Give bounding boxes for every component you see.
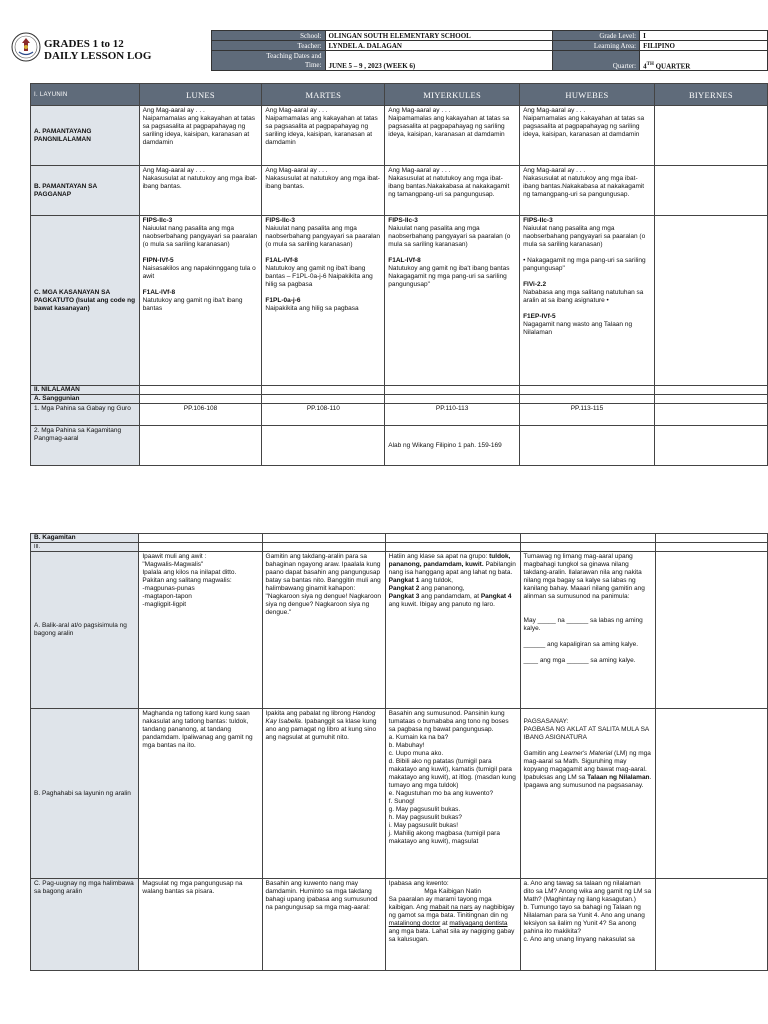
day-miyerkules: MIYERKULES — [385, 84, 520, 106]
kasanayan-biyernes — [654, 216, 767, 386]
balik-lunes: Ipaawit muli ang awit : "Magwalis-Magwalis" Ipalala ang kilos na inilapat ditto. Pakitan ang salitang magwalis: -magpunas-punas -magtapon-tapon -magligpit-ligpit — [139, 552, 262, 709]
deped-seal-icon — [11, 32, 41, 62]
grade-label: Grade Level: — [553, 31, 640, 41]
code: FIPS-IIc-3 — [142, 217, 173, 224]
kasanayan-text: Naiuulat nang pasalita ang mga naobserbahang pangyayari sa paaralan (o mula sa sariling karanasan) — [523, 225, 646, 248]
gabay-label: 1. Mga Pahina sa Gabay ng Guro — [31, 404, 140, 426]
text-bold: Talaan ng Nilalaman — [587, 774, 650, 781]
quarter-number: 4 — [643, 62, 647, 70]
list-line: j. Mahilig akong magbasa (tumigil para makatayo ang kuwit), magsulat — [388, 830, 500, 845]
cell-empty — [520, 543, 655, 552]
list-line: Basahin ang sumusunod. Pansinin kung tumataas o bumababa ang tono ng boses sa pagbasa ng bawat pangungusap. — [388, 710, 509, 733]
dates-label — [212, 51, 326, 71]
pangkat-label: Pangkat 4 — [480, 593, 512, 600]
pamantayang-huwebes: Ang Mag-aaral ay . . . Naipamamalas ang kakayahan at tatas sa pagsasalita at pagpapahayag ng sariling ideya, kaisipan, karanasan at damdamin — [520, 106, 655, 166]
text-underline: matalinong doctor — [388, 920, 441, 927]
pamantayang-row — [31, 106, 768, 166]
kasanayan-text: Natutukoy ang gamit ng iba't ibang bantas – F1PL-0a-j-6 Naipakikita ang hilig sa pagbasa — [265, 265, 373, 288]
balik-huwebes — [520, 552, 655, 709]
kasanayan-lunes — [139, 216, 262, 386]
paghahabi-huwebes-text — [524, 750, 652, 790]
sanggunian-label: A. Sanggunian — [31, 395, 140, 404]
cell-empty — [139, 543, 262, 552]
paghahabi-label: B. Paghahabi sa layunin ng aralin — [31, 709, 139, 879]
code: FIPS-IIc-3 — [388, 217, 418, 224]
kasanayan-text: Natutukoy ang gamit ng iba't ibang bantas — [142, 297, 243, 312]
pamantayang-miyerkules: Ang Mag-aaral ay . . . Naipamamalas ang kakayahan at tatas sa pagsasalita at pagpapahayag ng sariling ideya, kaisipan, karanasan at damdamin — [385, 106, 520, 166]
quarter-label: Quarter: — [553, 51, 640, 71]
kasanayan-text: Naiuulat nang pasalita ang mga naobserbahang pangyayari sa paaralan (o mula sa sariling karanasan) — [388, 225, 511, 248]
list-line: i. May pagsusulit bukas! — [388, 822, 459, 829]
kagamitan-b-row — [31, 534, 768, 543]
kasanayan-row — [31, 216, 768, 386]
days-header-row — [31, 84, 768, 106]
quarter-word: QUARTER — [653, 62, 691, 70]
list-line: d. Bibili ako ng patatas (tumigil para makatayo ang kuwit), kamatis (tumigil para makatayo ang kuwit), at itlog. (masdan kung tumayo ang mga tuldok) — [388, 758, 516, 789]
list-line: h. May pagsusulit bukas? — [388, 814, 463, 821]
dates-value: JUNE 5 – 9 , 2023 (WEEK 6) — [325, 51, 553, 71]
quarter-suffix: TH — [646, 61, 654, 67]
quarter-value — [640, 51, 768, 71]
log-title — [44, 38, 151, 62]
cell-empty — [262, 543, 385, 552]
text-part: Hatiin ang klase sa apat na grupo: — [388, 553, 490, 560]
pamantayang-martes: Ang Mag-aaral ay . . . Naipamamalas ang kakayahan at tatas sa pagsasalita at pagpapahayag ng sariling ideya, kaisipan, karanasan at damdamin — [262, 106, 385, 166]
paghahabi-biyernes — [655, 709, 767, 879]
text-italic: Learner's Material — [560, 750, 613, 757]
balik-biyernes — [655, 552, 767, 709]
text-part: Gamitin ang — [523, 750, 561, 757]
kwento-body — [389, 896, 517, 944]
kasanayan-text: Nakagagamit ng mga pang-uri sa sariling pangungusap" — [388, 273, 507, 288]
kagamitan-b-label: B. Kagamitan — [31, 534, 139, 543]
cell-empty — [655, 534, 767, 543]
pangkat-text: ang pandamdam, at — [419, 593, 479, 600]
kagamitan-miyerkules: Alab ng Wikang Filipino 1 pah. 159-169 — [385, 426, 520, 466]
pag-uugnay-lunes: Magsulat ng mga pangungusap na walang bantas sa pisara. — [139, 879, 262, 971]
list-line: f. Sunog! — [388, 798, 415, 805]
pangkat-text: ang kuwit. Ibigay ang panuto ng laro. — [388, 601, 495, 608]
pangkat-text: ang pananong, — [419, 585, 465, 592]
pangkat-label: Pangkat 3 — [388, 593, 420, 600]
balik-martes: Gamitin ang takdang-aralin para sa bahaginan ngayong araw. Ipaalala kung paano dapat basahin ang pangungusap batay sa bantas nito. Banggitin muli ang halimbawang ginamit kahapon: "Nagkaroon siya ng dengue! Nagkaroon siya ng dengue? Nagkaroon siya ng dengue." — [262, 552, 385, 709]
kwento-title: Mga Kaibigan Natin — [424, 888, 481, 895]
code: FIPN-IVf-5 — [142, 257, 174, 264]
text-part: Sa paaralan ay marami tayong mga kaibigan. Ang — [388, 896, 492, 911]
nilalaman-label: II. NILALAMAN — [31, 386, 140, 395]
pamantayang-lunes: Ang Mag-aaral ay . . . Naipamamalas ang kakayahan at tatas sa pagsasalita at pagpapahayag ng sariling ideya, kaisipan, karanasan at damdamin — [139, 106, 262, 166]
balik-label: A. Balik-aral at/o pagsisimula ng bagong aralin — [31, 552, 139, 709]
text-underline: mabait na nars — [429, 904, 473, 911]
list-line: a. Kumain ka na ba? — [388, 734, 449, 741]
kasanayan-text: Naiuulat nang pasalita ang mga naobserbahang pangyayari sa paaralan (o mula sa sariling karanasan) — [265, 225, 380, 248]
kagamitan-biyernes — [654, 426, 767, 466]
cell-empty — [654, 395, 767, 404]
school-label: School: — [212, 31, 326, 41]
day-huwebes: HUWEBES — [520, 84, 655, 106]
layunin-header: I. LAYUNIN — [31, 84, 140, 106]
cell-empty — [385, 534, 520, 543]
dates-label-line1: Teaching Dates and — [266, 51, 322, 60]
kasanayan-miyerkules — [385, 216, 520, 386]
kasanayan-text: Naiuulat nang pasalita ang mga naobserbahang pangyayari sa paaralan (o mula sa sariling karanasan) — [142, 225, 258, 248]
cell-empty — [520, 386, 655, 395]
code: F1AL-IVf-8 — [265, 257, 298, 264]
text-part: Pabilangin nang isa hanggang apat ang lahat ng bata. — [388, 561, 516, 576]
pagganap-martes: Ang Mag-aaral ay . . . Nakasusulat at natutukoy ang mga ibat-ibang bantas. — [262, 166, 385, 216]
kagamitan-label: 2. Mga Pahina sa Kagamitang Pangmag-aaral — [31, 426, 140, 466]
cell-empty — [139, 395, 262, 404]
cell-empty — [139, 534, 262, 543]
pamantayang-label: A. PAMANTAYANG PANGNILALAMAN — [31, 106, 140, 166]
balik-miyerkules — [385, 552, 520, 709]
code: FIPS-IIc-3 — [523, 217, 553, 224]
kasanayan-text: Nababasa ang mga salitang natutuhan sa aralin at sa ibang asignature • — [523, 289, 644, 304]
pamantayang-biyernes — [654, 106, 767, 166]
pag-uugnay-label: C. Pag-uugnay ng mga halimbawa sa bagong aralin — [31, 879, 139, 971]
roman-iii-row — [31, 543, 768, 552]
lesson-plan-table-2 — [30, 533, 768, 971]
cell-empty — [385, 395, 520, 404]
text-part: (LM) ng mga mag-aaral sa Math. Siguruhing may kopyang magagamit ang bawat mag-aaral. Ipabuksas ang LM sa — [523, 750, 651, 781]
pagsasanay-subhead: PAGBASA NG AKLAT AT SALITA MULA SA IBANG ASIGNATURA — [523, 726, 649, 741]
gabay-row — [31, 404, 768, 426]
kagamitan-row — [31, 426, 768, 466]
area-value: FILIPINO — [640, 41, 768, 51]
list-line: b. Mabuhay! — [388, 742, 425, 749]
list-line: c. Uupo muna ako. — [388, 750, 444, 757]
grade-value: I — [640, 31, 768, 41]
cell-empty — [139, 386, 262, 395]
list-line: g. May pagsusulit bukas. — [388, 806, 461, 813]
pag-uugnay-huwebes — [520, 879, 655, 971]
cell-empty — [520, 534, 655, 543]
teacher-label: Teacher: — [212, 41, 326, 51]
day-martes: MARTES — [262, 84, 385, 106]
teacher-value: LYNDEL A. DALAGAN — [325, 41, 553, 51]
title-line-2: DAILY LESSON LOG — [44, 50, 152, 62]
text-part: ay nagbibigay ng gamot sa mga bata. Tinitingnan din ng — [388, 904, 515, 919]
pag-uugnay-martes: Basahin ang kuwento nang may damdamin. Huminto sa mga takdang bahagi upang ipabasa ang sumusunod na pangungusap sa mga mag-aaral: — [262, 879, 385, 971]
day-biyernes: BIYERNES — [654, 84, 767, 106]
cell-empty — [654, 386, 767, 395]
pag-uugnay-miyerkules — [385, 879, 520, 971]
pag-uugnay-row — [31, 879, 768, 971]
kasanayan-text: • Nakagagamit ng mga pang-uri sa sariling pangungusap" — [523, 257, 646, 272]
gabay-huwebes: PP.113-115 — [520, 404, 655, 426]
paghahabi-row — [31, 709, 768, 879]
blank-line: ______ ang kapaligiran sa aming kalye. — [523, 641, 639, 648]
cell-empty — [520, 395, 655, 404]
pangkat-3-4 — [389, 593, 517, 609]
gabay-martes: PP.108-110 — [262, 404, 385, 426]
kasanayan-text: Nagagamit nang wasto ang Talaan ng Nilalaman — [523, 321, 633, 336]
kwento-intro: Ipabasa ang kwento: — [388, 880, 449, 887]
blank-line: May _____ na ______ sa labas ng aming kalye. — [523, 617, 643, 632]
day-lunes: LUNES — [139, 84, 262, 106]
dates-label-line2: Time: — [305, 60, 322, 69]
pagganap-row — [31, 166, 768, 216]
paghahabi-huwebes — [520, 709, 655, 879]
balik-row — [31, 552, 768, 709]
sanggunian-row — [31, 395, 768, 404]
pagganap-miyerkules: Ang Mag-aaral ay . . . Nakasusulat at natutukoy ang mga ibat-ibang bantas.Nakakabasa at nakakagamit ng tamangpang-uri sa pangungusap. — [385, 166, 520, 216]
balik-miyerkules-text — [389, 553, 517, 577]
list-line: b. Tumungo tayo sa bahagi ng Talaan ng Nilalaman para sa Yunit 4. Ano ang unang leksiyon sa ilalim ng Yunit 4? Sa anong pahina ito makikita? — [523, 904, 645, 935]
code: F1AL-IVf-8 — [142, 289, 176, 296]
pagganap-huwebes: Ang Mag-aaral ay . . . Nakasusulat at natutukoy ang mga ibat-ibang bantas.Nakakabasa at nakakagamit ng tamangpang-uri sa pangungusap. — [520, 166, 655, 216]
gabay-lunes: PP.106-108 — [139, 404, 262, 426]
pangkat-label: Pangkat 2 — [388, 585, 420, 592]
pagganap-lunes: Ang Mag-aaral ay . . . Nakasusulat at natutukoy ang mga ibat-ibang bantas. — [139, 166, 262, 216]
list-line: a. Ano ang tawag sa talaan ng nilalaman dito sa LM? Anong wika ang gamit ng LM sa Math? (Maghintay ng ilang kasagutan.) — [523, 880, 652, 903]
pangkat-1 — [389, 577, 517, 585]
area-label: Learning Area: — [553, 41, 640, 51]
text-part: . Ipabanggit sa klase kung ano ang pamagat ng libro at kung sino ang nagsulat at gumuhit nito. — [265, 718, 377, 741]
pag-uugnay-biyernes — [655, 879, 767, 971]
lesson-plan-table-1 — [30, 83, 768, 466]
cell-empty — [385, 386, 520, 395]
code: F1PL-0a-j-6 — [265, 297, 301, 304]
cell-empty — [385, 543, 520, 552]
kasanayan-huwebes — [520, 216, 655, 386]
code: F1EP-IVf-5 — [523, 313, 556, 320]
school-value: OLINGAN SOUTH ELEMENTARY SCHOOL — [325, 31, 553, 41]
text-underline: matiyagang dentista — [449, 920, 508, 927]
kasanayan-martes — [262, 216, 385, 386]
blank-line: ____ ang mga ______ sa aming kalye. — [523, 657, 636, 664]
list-line: c. Ano ang unang linyang nakasulat sa — [523, 936, 635, 943]
pagganap-biyernes — [654, 166, 767, 216]
cell-empty — [262, 395, 385, 404]
paghahabi-lunes: Maghanda ng tatlong kard kung saan nakasulat ang tatlong bantas: tuldok, tandang pananong, at tandang pandamdam. Ipaliwanag ang gamit ng mga bantas na ito. — [139, 709, 262, 879]
kasanayan-text: Natutukoy ang gamit ng iba't ibang bantas — [388, 265, 510, 272]
kasanayan-label: C. MGA KASANAYAN SA PAGKATUTO (Isulat ang code ng bawat kasanayan) — [31, 216, 140, 386]
gabay-miyerkules: PP.110-113 — [385, 404, 520, 426]
page-header — [11, 30, 768, 72]
code: F1AL-IVf-8 — [388, 257, 421, 264]
book-title: Handog Kay Isabella — [265, 710, 376, 725]
cell-empty — [262, 386, 385, 395]
title-line-1: GRADES 1 to 12 — [44, 38, 124, 50]
kagamitan-lunes — [139, 426, 262, 466]
code: FIPS-IIc-3 — [265, 217, 296, 224]
code: FIVi-2.2 — [523, 281, 547, 288]
pangkat-text: ang tuldok, — [419, 577, 453, 584]
gabay-biyernes — [654, 404, 767, 426]
balik-huwebes-text: Tumawag ng limang mag-aaral upang magbahagi tungkol sa ginawa nilang takdang-aralin. Ilalarawan nila ang nakita nilang mga bagay sa kalye sa labas ng kanilang bahay. Maaari nilang gamitin ang alinman sa sumusunod na panimula: — [523, 553, 645, 600]
list-line: e. Nagustuhan mo ba ang kuwento? — [388, 790, 494, 797]
nilalaman-row — [31, 386, 768, 395]
kasanayan-text: Naisasakilos ang napakinnggang tula o awit — [142, 265, 256, 280]
text-part: Ipakita ang pabalat ng librong — [265, 710, 353, 717]
text-part: ang mga bata. Lahat sila ay nagiging gabay sa kalusugan. — [388, 928, 515, 943]
kasanayan-text: Naipakikita ang hilig sa pagbasa — [265, 305, 359, 312]
paghahabi-miyerkules — [385, 709, 520, 879]
pangkat-2 — [389, 585, 517, 593]
text-bold: tuldok, pananong, pandamdam, kuwit. — [388, 553, 511, 568]
cell-empty — [655, 543, 767, 552]
school-info-table — [211, 30, 768, 71]
pagganap-label: B. PAMANTAYAN SA PAGGANAP — [31, 166, 140, 216]
kagamitan-martes — [262, 426, 385, 466]
roman-iii-label: III. — [31, 543, 139, 552]
kagamitan-huwebes — [520, 426, 655, 466]
pagsasanay-head: PAGSASANAY: — [523, 718, 569, 725]
cell-empty — [262, 534, 385, 543]
text-part: . Ipagawa ang sumusunod na pagsasanay. — [523, 774, 652, 789]
text-part: at — [440, 920, 450, 927]
pangkat-label: Pangkat 1 — [388, 577, 420, 584]
paghahabi-martes — [262, 709, 385, 879]
